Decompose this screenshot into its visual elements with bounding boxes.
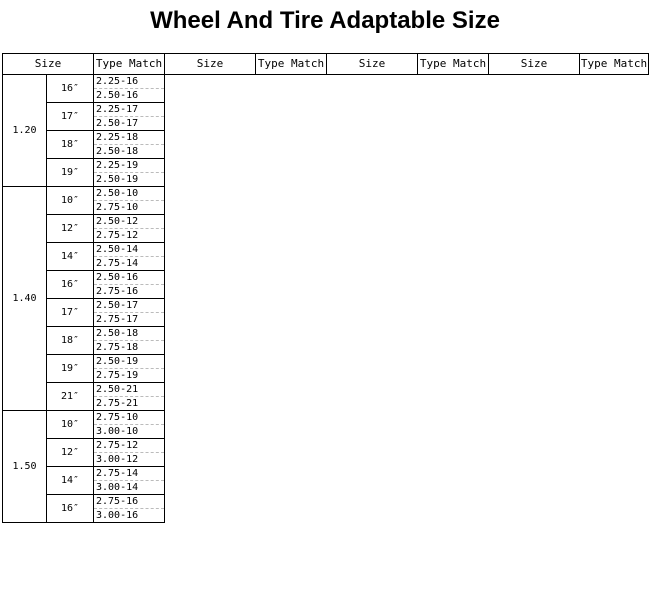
table-row — [3, 425, 649, 439]
table-row — [3, 411, 649, 425]
tire-type-cell: 2.75-14 — [94, 257, 165, 271]
tire-type-cell: 3.00-12 — [94, 453, 165, 467]
rim-diameter-cell: 18″ — [47, 327, 94, 355]
rim-diameter-cell: 19″ — [47, 355, 94, 383]
table-row — [3, 341, 649, 355]
table-row — [3, 75, 649, 89]
table-row — [3, 173, 649, 187]
table-row — [3, 131, 649, 145]
tire-type-cell: 3.00-10 — [94, 425, 165, 439]
table-row — [3, 313, 649, 327]
type-match-header: Type Match — [418, 54, 489, 75]
tire-type-cell: 2.50-17 — [94, 299, 165, 313]
table-row — [3, 383, 649, 397]
rim-diameter-cell: 16″ — [47, 271, 94, 299]
type-match-header: Type Match — [256, 54, 327, 75]
tire-type-cell: 2.50-16 — [94, 89, 165, 103]
rim-diameter-cell: 14″ — [47, 243, 94, 271]
table-row — [3, 509, 649, 523]
rim-diameter-cell: 21″ — [47, 383, 94, 411]
table-row — [3, 355, 649, 369]
rim-diameter-cell: 12″ — [47, 439, 94, 467]
rim-diameter-cell: 12″ — [47, 215, 94, 243]
table-row — [3, 369, 649, 383]
table-row — [3, 495, 649, 509]
rim-diameter-cell: 16″ — [47, 495, 94, 523]
table-row — [3, 327, 649, 341]
tire-type-cell: 2.50-10 — [94, 187, 165, 201]
size-header: Size — [165, 54, 256, 75]
tire-type-cell: 2.50-14 — [94, 243, 165, 257]
tire-type-cell: 2.75-21 — [94, 397, 165, 411]
tire-type-cell: 2.75-12 — [94, 439, 165, 453]
tire-type-cell: 2.25-17 — [94, 103, 165, 117]
tire-type-cell: 2.50-12 — [94, 215, 165, 229]
table-row — [3, 187, 649, 201]
rim-diameter-cell: 18″ — [47, 131, 94, 159]
table-row — [3, 481, 649, 495]
table-row — [3, 117, 649, 131]
tire-type-cell: 2.50-19 — [94, 355, 165, 369]
tire-type-cell: 2.50-16 — [94, 271, 165, 285]
header-row — [3, 54, 649, 75]
table-row — [3, 89, 649, 103]
table-row — [3, 243, 649, 257]
table-row — [3, 257, 649, 271]
tire-type-cell: 2.75-16 — [94, 285, 165, 299]
tire-type-cell: 2.25-18 — [94, 131, 165, 145]
tire-type-cell: 2.75-19 — [94, 369, 165, 383]
size-header: Size — [327, 54, 418, 75]
rim-diameter-cell: 17″ — [47, 103, 94, 131]
rim-width-cell: 1.20 — [3, 75, 47, 187]
type-match-header: Type Match — [94, 54, 165, 75]
tire-type-cell: 2.25-16 — [94, 75, 165, 89]
table-row — [3, 271, 649, 285]
table-row — [3, 453, 649, 467]
table-row — [3, 159, 649, 173]
tire-type-cell: 3.00-16 — [94, 509, 165, 523]
tire-type-cell: 2.50-17 — [94, 117, 165, 131]
rim-diameter-cell: 17″ — [47, 299, 94, 327]
size-header: Size — [489, 54, 580, 75]
rim-diameter-cell: 19″ — [47, 159, 94, 187]
table-row — [3, 397, 649, 411]
rim-width-cell: 1.50 — [3, 411, 47, 523]
table-row — [3, 145, 649, 159]
page-title: Wheel And Tire Adaptable Size — [150, 7, 500, 34]
tire-type-cell: 3.00-14 — [94, 481, 165, 495]
table-row — [3, 467, 649, 481]
type-match-header: Type Match — [580, 54, 649, 75]
rim-diameter-cell: 16″ — [47, 75, 94, 103]
tire-type-cell: 2.50-18 — [94, 327, 165, 341]
table-row — [3, 439, 649, 453]
table-row — [3, 285, 649, 299]
tire-type-cell: 2.75-12 — [94, 229, 165, 243]
tire-type-cell: 2.75-18 — [94, 341, 165, 355]
size-table — [2, 53, 649, 523]
tire-type-cell: 2.75-10 — [94, 201, 165, 215]
tire-type-cell: 2.50-18 — [94, 145, 165, 159]
table-row — [3, 103, 649, 117]
table-row — [3, 299, 649, 313]
rim-width-cell: 1.40 — [3, 187, 47, 411]
tire-type-cell: 2.50-21 — [94, 383, 165, 397]
rim-diameter-cell: 14″ — [47, 467, 94, 495]
tire-type-cell: 2.75-10 — [94, 411, 165, 425]
size-header: Size — [3, 54, 94, 75]
tire-type-cell: 2.75-17 — [94, 313, 165, 327]
tire-type-cell: 2.75-14 — [94, 467, 165, 481]
tire-type-cell: 2.25-19 — [94, 159, 165, 173]
table-row — [3, 215, 649, 229]
rim-diameter-cell: 10″ — [47, 187, 94, 215]
rim-diameter-cell: 10″ — [47, 411, 94, 439]
table-row — [3, 229, 649, 243]
table-row — [3, 201, 649, 215]
tire-type-cell: 2.50-19 — [94, 173, 165, 187]
tire-type-cell: 2.75-16 — [94, 495, 165, 509]
